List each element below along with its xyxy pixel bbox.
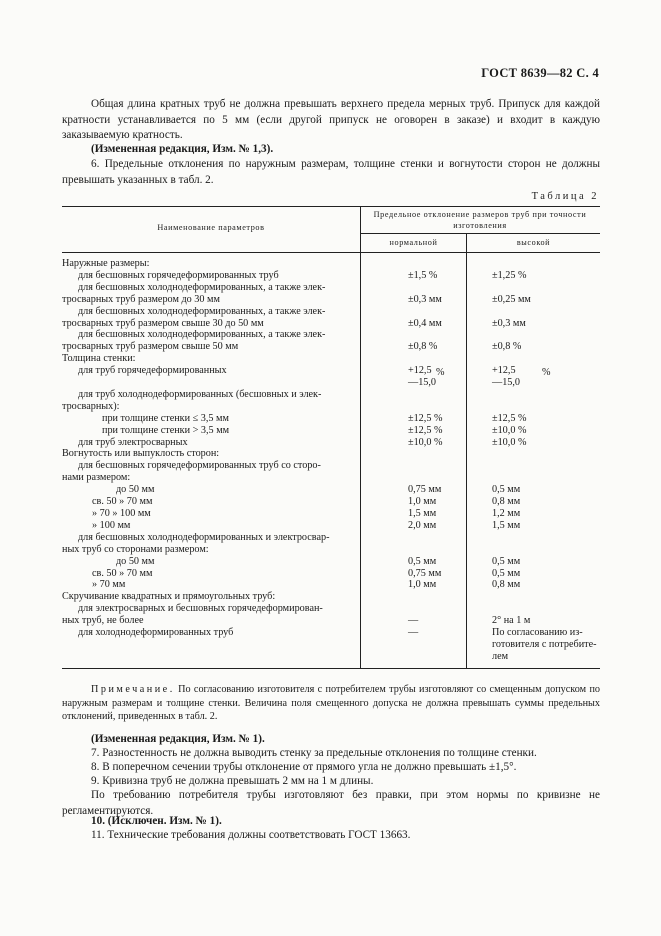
- value-normal: ±1,5 %: [408, 269, 438, 281]
- pct-high: %: [542, 367, 551, 378]
- page-header: ГОСТ 8639—82 С. 4: [481, 66, 599, 80]
- value-normal: —15,0: [408, 377, 437, 389]
- table-row: [62, 627, 600, 639]
- amendment-note-1: (Измененная редакция, Изм. № 1,3).: [91, 143, 274, 155]
- param-name: » 70 мм: [92, 579, 126, 591]
- param-name: до 50 мм: [116, 484, 155, 496]
- param-name: Вогнутость или выпуклость сторон:: [62, 448, 220, 460]
- param-name: для труб холоднодеформированных (бесшовных и элек-: [78, 388, 322, 400]
- table-row: [62, 651, 600, 663]
- table-row: [62, 615, 600, 627]
- amendment-note-2: (Измененная редакция, Изм. № 1).: [91, 733, 265, 745]
- value-normal: 1,0 мм: [408, 579, 437, 591]
- paragraph-11: 11. Технические требования должны соответствовать ГОСТ 13663.: [91, 829, 411, 841]
- table-row: [62, 460, 600, 472]
- param-name: » 70 » 100 мм: [92, 508, 151, 520]
- param-name: до 50 мм: [116, 555, 155, 567]
- param-name: нами размером:: [62, 472, 131, 484]
- param-name: Наружные размеры:: [62, 258, 150, 269]
- value-normal: ±0,8 %: [408, 341, 438, 353]
- table-row: [62, 508, 600, 520]
- value-high: 0,5 мм: [492, 567, 521, 579]
- value-high: ±12,5 %: [492, 412, 527, 424]
- table-row: [62, 520, 600, 532]
- param-name: для труб горячедеформированных: [78, 365, 227, 377]
- table-row: [62, 353, 600, 365]
- table-row: [62, 437, 600, 449]
- param-name: для холоднодеформированных труб: [78, 627, 234, 639]
- note-text: По согласованию изготовителя с потребителем трубы изготовляют со смещенным допуском по наружным размерам и толщине стенки. Величина поля смещенного допуска не должна превышать суммы предельных отклонений, приведенных в табл. 2.: [62, 684, 600, 723]
- param-name: тросварных):: [62, 400, 120, 412]
- value-normal: 1,0 мм: [408, 496, 437, 508]
- table-row: [62, 365, 600, 377]
- paragraph-7: 7. Разностенность не должна выводить стенку за предельные отклонения по толщине стенки.: [91, 747, 537, 759]
- value-normal: 0,75 мм: [408, 567, 442, 579]
- param-name: св. 50 » 70 мм: [92, 567, 153, 579]
- header-deviation-group: Предельное отклонение размеров труб при точности изготовления: [373, 210, 587, 230]
- table-row: [62, 389, 600, 401]
- param-name: св. 50 » 70 мм: [92, 496, 153, 508]
- paragraph-length: Общая длина кратных труб не должна превышать верхнего предела мерных труб. Припуск для каждой кратности устанавливается по 5 мм (если другой припуск не оговорен в заказе) и входит в каждую заказываемую кратность.: [62, 98, 600, 141]
- table-row: [62, 341, 600, 353]
- table-row: [62, 306, 600, 318]
- table-row: [62, 329, 600, 341]
- param-name: при толщине стенки ≤ 3,5 мм: [102, 412, 229, 424]
- value-high: ±10,0 %: [492, 424, 527, 436]
- table-row: [62, 603, 600, 615]
- value-normal: +12,5: [408, 365, 432, 377]
- param-name: для бесшовных горячедеформированных труб со сторо-: [78, 460, 321, 472]
- value-high: 1,2 мм: [492, 508, 521, 520]
- table-top-rule: [62, 206, 600, 207]
- table-row: [62, 448, 600, 460]
- table-row: [62, 556, 600, 568]
- param-name: Толщина стенки:: [62, 353, 136, 365]
- pct-normal: %: [436, 367, 445, 378]
- value-normal: 0,75 мм: [408, 484, 442, 496]
- table-bottom-rule: [62, 668, 600, 669]
- table-row: [62, 282, 600, 294]
- table-row: [62, 579, 600, 591]
- table-label: Таблица 2: [531, 191, 599, 202]
- value-high: ±1,25 %: [492, 269, 527, 281]
- value-normal: ±10,0 %: [408, 436, 443, 448]
- header-param-name: Наименование параметров: [157, 223, 265, 232]
- table-row: [62, 294, 600, 306]
- value-high: 0,5 мм: [492, 484, 521, 496]
- param-name: для бесшовных холоднодеформированных, а также элек-: [78, 329, 326, 341]
- param-name: при толщине стенки > 3,5 мм: [102, 424, 230, 436]
- table-row: [62, 532, 600, 544]
- value-normal: 2,0 мм: [408, 519, 437, 531]
- table-row: [62, 639, 600, 651]
- param-name: для бесшовных холоднодеформированных, а также элек-: [78, 305, 326, 317]
- param-name: для бесшовных горячедеформированных труб: [78, 269, 279, 281]
- param-name: Скручивание квадратных и прямоугольных труб:: [62, 591, 276, 603]
- value-high: готовителя с потребите-: [492, 638, 597, 650]
- table-row: [62, 270, 600, 282]
- table-row: [62, 568, 600, 580]
- param-name: тросварных труб размером свыше 50 мм: [62, 341, 239, 353]
- table-row: [62, 401, 600, 413]
- param-name: для труб электросварных: [78, 436, 188, 448]
- value-normal: —: [408, 627, 419, 639]
- paragraph-9: 9. Кривизна труб не должна превышать 2 мм на 1 м длины.: [91, 775, 374, 787]
- value-normal: 0,5 мм: [408, 555, 437, 567]
- value-high: лем: [492, 650, 509, 662]
- value-normal: 1,5 мм: [408, 508, 437, 520]
- paragraph-6: 6. Предельные отклонения по наружным размерам, толщине стенки и вогнутости сторон не должны превышать указанных в табл. 2.: [62, 158, 600, 186]
- table-row: [62, 318, 600, 330]
- value-high: 0,8 мм: [492, 579, 521, 591]
- value-high: 1,5 мм: [492, 519, 521, 531]
- paragraph-8: 8. В поперечном сечении трубы отклонение от прямого угла не должно превышать ±1,5°.: [91, 761, 517, 773]
- value-high: 2° на 1 м: [492, 615, 531, 627]
- table-row: [62, 472, 600, 484]
- table-body: [62, 258, 600, 663]
- value-high: По согласованию из-: [492, 627, 583, 639]
- value-high: —15,0: [492, 377, 521, 389]
- table-sub-rule: [360, 233, 600, 234]
- param-name: для электросварных и бесшовных горячедеформирован-: [78, 603, 323, 615]
- table-row: [62, 484, 600, 496]
- param-name: тросварных труб размером до 30 мм: [62, 293, 220, 305]
- param-name: » 100 мм: [92, 519, 131, 531]
- value-normal: ±0,4 мм: [408, 317, 442, 329]
- table-note: [62, 683, 600, 724]
- note-label: Примечание.: [91, 684, 175, 695]
- value-high: 0,8 мм: [492, 496, 521, 508]
- value-high: +12,5: [492, 365, 516, 377]
- table-row: [62, 496, 600, 508]
- table-header-rule: [62, 252, 600, 253]
- param-name: для бесшовных холоднодеформированных и электросвар-: [78, 531, 330, 543]
- value-normal: ±12,5 %: [408, 424, 443, 436]
- value-normal: —: [408, 615, 419, 627]
- value-normal: ±0,3 мм: [408, 293, 442, 305]
- table-row: [62, 425, 600, 437]
- value-high: ±0,25 мм: [492, 293, 531, 305]
- header-high: высокой: [516, 238, 551, 247]
- param-name: ных труб, не более: [62, 615, 144, 627]
- param-name: для бесшовных холоднодеформированных, а также элек-: [78, 281, 326, 293]
- value-normal: ±12,5 %: [408, 412, 443, 424]
- value-high: ±0,8 %: [492, 341, 522, 353]
- header-normal: нормальной: [389, 238, 438, 247]
- value-high: 0,5 мм: [492, 555, 521, 567]
- value-high: ±0,3 мм: [492, 317, 526, 329]
- paragraph-10: 10. (Исключен. Изм. № 1).: [91, 815, 222, 827]
- table-row: [62, 544, 600, 556]
- table-row: [62, 413, 600, 425]
- table-row: [62, 258, 600, 270]
- value-high: ±10,0 %: [492, 436, 527, 448]
- table-row: [62, 591, 600, 603]
- param-name: ных труб со сторонами размером:: [62, 543, 209, 555]
- paragraph-straightening: По требованию потребителя трубы изготовляют без правки, при этом нормы по кривизне не регламентируются.: [62, 789, 600, 817]
- table-row: [62, 377, 600, 389]
- param-name: тросварных труб размером свыше 30 до 50 мм: [62, 317, 264, 329]
